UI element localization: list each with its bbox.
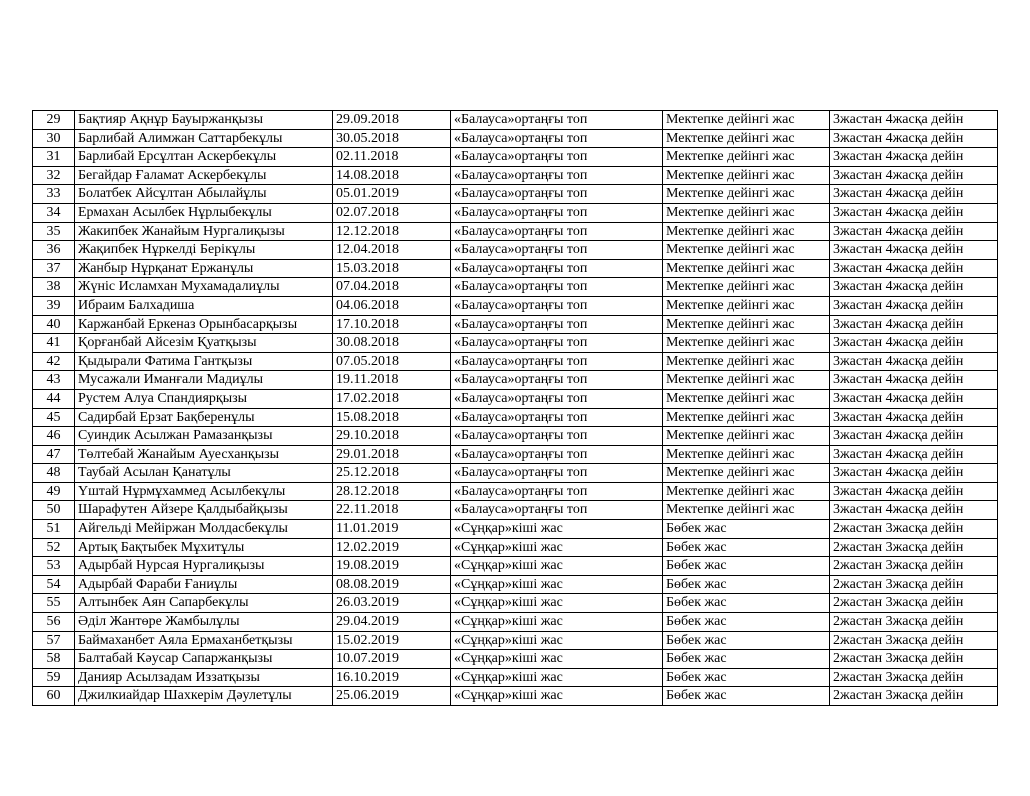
age-category-cell: Мектепке дейінгі жас	[663, 371, 830, 390]
child-name-cell: Балтабай Кәусар Сапаржанқызы	[75, 650, 333, 669]
age-category-cell: Мектепке дейінгі жас	[663, 148, 830, 167]
child-name-cell: Барлибай Алимжан Саттарбекұлы	[75, 129, 333, 148]
group-name-cell: «Балауса»ортаңғы топ	[451, 352, 663, 371]
birth-date-cell: 15.08.2018	[333, 408, 451, 427]
age-category-cell: Бөбек жас	[663, 613, 830, 632]
age-category-cell: Мектепке дейінгі жас	[663, 129, 830, 148]
row-number-cell: 58	[33, 650, 75, 669]
child-name-cell: Бегайдар Ғаламат Аскербекұлы	[75, 166, 333, 185]
child-name-cell: Қыдырали Фатима Гантқызы	[75, 352, 333, 371]
table-row	[33, 129, 998, 148]
group-name-cell: «Балауса»ортаңғы топ	[451, 296, 663, 315]
age-range-cell: 3жастан 4жасқа дейін	[830, 501, 998, 520]
row-number-cell: 55	[33, 594, 75, 613]
birth-date-cell: 19.08.2019	[333, 557, 451, 576]
age-range-cell: 3жастан 4жасқа дейін	[830, 445, 998, 464]
row-number-cell: 46	[33, 427, 75, 446]
age-category-cell: Мектепке дейінгі жас	[663, 445, 830, 464]
age-category-cell: Бөбек жас	[663, 687, 830, 706]
age-range-cell: 2жастан 3жасқа дейін	[830, 520, 998, 539]
birth-date-cell: 29.04.2019	[333, 613, 451, 632]
table-row	[33, 482, 998, 501]
child-name-cell: Ибраим Балхадиша	[75, 296, 333, 315]
age-category-cell: Мектепке дейінгі жас	[663, 241, 830, 260]
table-row	[33, 241, 998, 260]
table-row	[33, 613, 998, 632]
document-page	[32, 110, 998, 706]
table-row	[33, 594, 998, 613]
age-category-cell: Мектепке дейінгі жас	[663, 259, 830, 278]
group-name-cell: «Балауса»ортаңғы топ	[451, 278, 663, 297]
child-name-cell: Жақипбек Нұркелді Берікұлы	[75, 241, 333, 260]
age-range-cell: 3жастан 4жасқа дейін	[830, 148, 998, 167]
child-name-cell: Таубай Асылан Қанатұлы	[75, 464, 333, 483]
child-name-cell: Мусажали Иманғали Мадиұлы	[75, 371, 333, 390]
age-range-cell: 3жастан 4жасқа дейін	[830, 111, 998, 130]
row-number-cell: 44	[33, 389, 75, 408]
row-number-cell: 31	[33, 148, 75, 167]
row-number-cell: 38	[33, 278, 75, 297]
child-name-cell: Бақтияр Ақнұр Бауыржанқызы	[75, 111, 333, 130]
birth-date-cell: 15.02.2019	[333, 631, 451, 650]
table-row	[33, 203, 998, 222]
table-row	[33, 259, 998, 278]
age-category-cell: Бөбек жас	[663, 631, 830, 650]
child-name-cell: Ермахан Асылбек Нұрлыбекұлы	[75, 203, 333, 222]
child-name-cell: Барлибай Ерсұлтан Аскербекұлы	[75, 148, 333, 167]
group-name-cell: «Балауса»ортаңғы топ	[451, 166, 663, 185]
age-range-cell: 3жастан 4жасқа дейін	[830, 482, 998, 501]
age-range-cell: 3жастан 4жасқа дейін	[830, 241, 998, 260]
row-number-cell: 42	[33, 352, 75, 371]
age-range-cell: 2жастан 3жасқа дейін	[830, 668, 998, 687]
age-category-cell: Мектепке дейінгі жас	[663, 111, 830, 130]
birth-date-cell: 04.06.2018	[333, 296, 451, 315]
age-range-cell: 3жастан 4жасқа дейін	[830, 464, 998, 483]
age-range-cell: 3жастан 4жасқа дейін	[830, 166, 998, 185]
child-name-cell: Үштай Нұрмұхаммед Асылбекұлы	[75, 482, 333, 501]
group-name-cell: «Сұңқар»кіші жас	[451, 594, 663, 613]
age-category-cell: Мектепке дейінгі жас	[663, 408, 830, 427]
birth-date-cell: 29.01.2018	[333, 445, 451, 464]
table-row	[33, 166, 998, 185]
group-name-cell: «Балауса»ортаңғы топ	[451, 129, 663, 148]
table-row	[33, 334, 998, 353]
row-number-cell: 48	[33, 464, 75, 483]
age-category-cell: Мектепке дейінгі жас	[663, 222, 830, 241]
table-row	[33, 222, 998, 241]
age-range-cell: 2жастан 3жасқа дейін	[830, 631, 998, 650]
child-name-cell: Алтынбек Аян Сапарбекұлы	[75, 594, 333, 613]
age-range-cell: 3жастан 4жасқа дейін	[830, 203, 998, 222]
age-range-cell: 3жастан 4жасқа дейін	[830, 185, 998, 204]
age-range-cell: 3жастан 4жасқа дейін	[830, 296, 998, 315]
birth-date-cell: 29.10.2018	[333, 427, 451, 446]
row-number-cell: 35	[33, 222, 75, 241]
birth-date-cell: 12.02.2019	[333, 538, 451, 557]
row-number-cell: 53	[33, 557, 75, 576]
age-range-cell: 2жастан 3жасқа дейін	[830, 594, 998, 613]
birth-date-cell: 11.01.2019	[333, 520, 451, 539]
age-category-cell: Бөбек жас	[663, 520, 830, 539]
row-number-cell: 57	[33, 631, 75, 650]
child-name-cell: Рустем Алуа Спандиярқызы	[75, 389, 333, 408]
birth-date-cell: 02.07.2018	[333, 203, 451, 222]
group-name-cell: «Балауса»ортаңғы топ	[451, 482, 663, 501]
child-name-cell: Айгельді Мейіржан Молдасбекұлы	[75, 520, 333, 539]
table-row	[33, 296, 998, 315]
birth-date-cell: 16.10.2019	[333, 668, 451, 687]
birth-date-cell: 07.04.2018	[333, 278, 451, 297]
row-number-cell: 51	[33, 520, 75, 539]
age-category-cell: Бөбек жас	[663, 557, 830, 576]
group-name-cell: «Балауса»ортаңғы топ	[451, 111, 663, 130]
birth-date-cell: 19.11.2018	[333, 371, 451, 390]
age-range-cell: 2жастан 3жасқа дейін	[830, 575, 998, 594]
age-category-cell: Мектепке дейінгі жас	[663, 203, 830, 222]
group-name-cell: «Балауса»ортаңғы топ	[451, 241, 663, 260]
group-name-cell: «Балауса»ортаңғы топ	[451, 501, 663, 520]
age-category-cell: Мектепке дейінгі жас	[663, 278, 830, 297]
age-range-cell: 3жастан 4жасқа дейін	[830, 408, 998, 427]
group-name-cell: «Сұңқар»кіші жас	[451, 538, 663, 557]
table-row	[33, 687, 998, 706]
children-list-table	[32, 110, 998, 706]
birth-date-cell: 10.07.2019	[333, 650, 451, 669]
group-name-cell: «Балауса»ортаңғы топ	[451, 371, 663, 390]
age-range-cell: 3жастан 4жасқа дейін	[830, 129, 998, 148]
birth-date-cell: 08.08.2019	[333, 575, 451, 594]
child-name-cell: Шарафутен Айзере Қалдыбайқызы	[75, 501, 333, 520]
child-name-cell: Қорғанбай Айсезім Қуатқызы	[75, 334, 333, 353]
table-row	[33, 111, 998, 130]
birth-date-cell: 12.04.2018	[333, 241, 451, 260]
age-range-cell: 3жастан 4жасқа дейін	[830, 352, 998, 371]
age-category-cell: Бөбек жас	[663, 650, 830, 669]
age-category-cell: Бөбек жас	[663, 538, 830, 557]
row-number-cell: 40	[33, 315, 75, 334]
table-body	[33, 111, 998, 706]
age-category-cell: Мектепке дейінгі жас	[663, 315, 830, 334]
age-category-cell: Мектепке дейінгі жас	[663, 185, 830, 204]
child-name-cell: Артық Бақтыбек Мұхитұлы	[75, 538, 333, 557]
age-category-cell: Мектепке дейінгі жас	[663, 352, 830, 371]
age-range-cell: 2жастан 3жасқа дейін	[830, 650, 998, 669]
birth-date-cell: 15.03.2018	[333, 259, 451, 278]
row-number-cell: 47	[33, 445, 75, 464]
row-number-cell: 32	[33, 166, 75, 185]
row-number-cell: 59	[33, 668, 75, 687]
row-number-cell: 36	[33, 241, 75, 260]
group-name-cell: «Сұңқар»кіші жас	[451, 557, 663, 576]
child-name-cell: Садирбай Ерзат Бақберенұлы	[75, 408, 333, 427]
birth-date-cell: 29.09.2018	[333, 111, 451, 130]
group-name-cell: «Сұңқар»кіші жас	[451, 650, 663, 669]
table-row	[33, 315, 998, 334]
child-name-cell: Каржанбай Еркеназ Орынбасарқызы	[75, 315, 333, 334]
age-range-cell: 2жастан 3жасқа дейін	[830, 613, 998, 632]
group-name-cell: «Балауса»ортаңғы топ	[451, 464, 663, 483]
age-category-cell: Мектепке дейінгі жас	[663, 389, 830, 408]
age-range-cell: 3жастан 4жасқа дейін	[830, 389, 998, 408]
birth-date-cell: 30.05.2018	[333, 129, 451, 148]
birth-date-cell: 14.08.2018	[333, 166, 451, 185]
birth-date-cell: 17.10.2018	[333, 315, 451, 334]
age-category-cell: Мектепке дейінгі жас	[663, 166, 830, 185]
group-name-cell: «Балауса»ортаңғы топ	[451, 259, 663, 278]
row-number-cell: 43	[33, 371, 75, 390]
table-row	[33, 352, 998, 371]
child-name-cell: Суиндик Асылжан Рамазанқызы	[75, 427, 333, 446]
child-name-cell: Жүніс Исламхан Мухамадалиұлы	[75, 278, 333, 297]
age-category-cell: Мектепке дейінгі жас	[663, 296, 830, 315]
group-name-cell: «Сұңқар»кіші жас	[451, 631, 663, 650]
table-row	[33, 464, 998, 483]
child-name-cell: Төлтебай Жанайым Ауесханқызы	[75, 445, 333, 464]
row-number-cell: 56	[33, 613, 75, 632]
age-category-cell: Бөбек жас	[663, 668, 830, 687]
group-name-cell: «Балауса»ортаңғы топ	[451, 148, 663, 167]
row-number-cell: 54	[33, 575, 75, 594]
child-name-cell: Жакипбек Жанайым Нургалиқызы	[75, 222, 333, 241]
row-number-cell: 45	[33, 408, 75, 427]
row-number-cell: 34	[33, 203, 75, 222]
group-name-cell: «Балауса»ортаңғы топ	[451, 427, 663, 446]
birth-date-cell: 26.03.2019	[333, 594, 451, 613]
row-number-cell: 52	[33, 538, 75, 557]
table-row	[33, 668, 998, 687]
age-category-cell: Мектепке дейінгі жас	[663, 334, 830, 353]
table-row	[33, 631, 998, 650]
birth-date-cell: 05.01.2019	[333, 185, 451, 204]
age-range-cell: 3жастан 4жасқа дейін	[830, 315, 998, 334]
age-category-cell: Мектепке дейінгі жас	[663, 427, 830, 446]
row-number-cell: 60	[33, 687, 75, 706]
group-name-cell: «Балауса»ортаңғы топ	[451, 408, 663, 427]
age-range-cell: 2жастан 3жасқа дейін	[830, 687, 998, 706]
birth-date-cell: 12.12.2018	[333, 222, 451, 241]
table-row	[33, 148, 998, 167]
age-range-cell: 3жастан 4жасқа дейін	[830, 334, 998, 353]
child-name-cell: Болатбек Айсұлтан Абылайұлы	[75, 185, 333, 204]
birth-date-cell: 22.11.2018	[333, 501, 451, 520]
table-row	[33, 445, 998, 464]
table-row	[33, 371, 998, 390]
child-name-cell: Джилкиайдар Шахкерім Дәулетұлы	[75, 687, 333, 706]
row-number-cell: 49	[33, 482, 75, 501]
child-name-cell: Данияр Асылзадам Иззатқызы	[75, 668, 333, 687]
birth-date-cell: 25.06.2019	[333, 687, 451, 706]
table-row	[33, 427, 998, 446]
group-name-cell: «Сұңқар»кіші жас	[451, 668, 663, 687]
table-row	[33, 389, 998, 408]
group-name-cell: «Балауса»ортаңғы топ	[451, 222, 663, 241]
age-range-cell: 3жастан 4жасқа дейін	[830, 278, 998, 297]
table-row	[33, 520, 998, 539]
row-number-cell: 33	[33, 185, 75, 204]
group-name-cell: «Сұңқар»кіші жас	[451, 520, 663, 539]
table-row	[33, 575, 998, 594]
child-name-cell: Адырбай Нурсая Нургалиқызы	[75, 557, 333, 576]
age-range-cell: 3жастан 4жасқа дейін	[830, 371, 998, 390]
child-name-cell: Әділ Жантөре Жамбылұлы	[75, 613, 333, 632]
age-range-cell: 2жастан 3жасқа дейін	[830, 557, 998, 576]
age-range-cell: 2жастан 3жасқа дейін	[830, 538, 998, 557]
table-row	[33, 557, 998, 576]
age-category-cell: Мектепке дейінгі жас	[663, 501, 830, 520]
row-number-cell: 37	[33, 259, 75, 278]
row-number-cell: 39	[33, 296, 75, 315]
group-name-cell: «Сұңқар»кіші жас	[451, 575, 663, 594]
age-category-cell: Мектепке дейінгі жас	[663, 464, 830, 483]
birth-date-cell: 17.02.2018	[333, 389, 451, 408]
age-range-cell: 3жастан 4жасқа дейін	[830, 222, 998, 241]
child-name-cell: Адырбай Фараби Ғаниұлы	[75, 575, 333, 594]
age-category-cell: Бөбек жас	[663, 594, 830, 613]
age-range-cell: 3жастан 4жасқа дейін	[830, 259, 998, 278]
table-row	[33, 650, 998, 669]
group-name-cell: «Балауса»ортаңғы топ	[451, 203, 663, 222]
age-category-cell: Мектепке дейінгі жас	[663, 482, 830, 501]
group-name-cell: «Сұңқар»кіші жас	[451, 687, 663, 706]
row-number-cell: 50	[33, 501, 75, 520]
group-name-cell: «Балауса»ортаңғы топ	[451, 445, 663, 464]
age-range-cell: 3жастан 4жасқа дейін	[830, 427, 998, 446]
group-name-cell: «Балауса»ортаңғы топ	[451, 185, 663, 204]
birth-date-cell: 28.12.2018	[333, 482, 451, 501]
row-number-cell: 30	[33, 129, 75, 148]
birth-date-cell: 25.12.2018	[333, 464, 451, 483]
child-name-cell: Жанбыр Нұрқанат Ержанұлы	[75, 259, 333, 278]
table-row	[33, 538, 998, 557]
age-category-cell: Бөбек жас	[663, 575, 830, 594]
table-row	[33, 408, 998, 427]
table-row	[33, 278, 998, 297]
group-name-cell: «Сұңқар»кіші жас	[451, 613, 663, 632]
birth-date-cell: 07.05.2018	[333, 352, 451, 371]
group-name-cell: «Балауса»ортаңғы топ	[451, 334, 663, 353]
child-name-cell: Баймаханбет Аяла Ермаханбетқызы	[75, 631, 333, 650]
row-number-cell: 41	[33, 334, 75, 353]
group-name-cell: «Балауса»ортаңғы топ	[451, 315, 663, 334]
table-row	[33, 185, 998, 204]
table-row	[33, 501, 998, 520]
birth-date-cell: 30.08.2018	[333, 334, 451, 353]
group-name-cell: «Балауса»ортаңғы топ	[451, 389, 663, 408]
row-number-cell: 29	[33, 111, 75, 130]
birth-date-cell: 02.11.2018	[333, 148, 451, 167]
